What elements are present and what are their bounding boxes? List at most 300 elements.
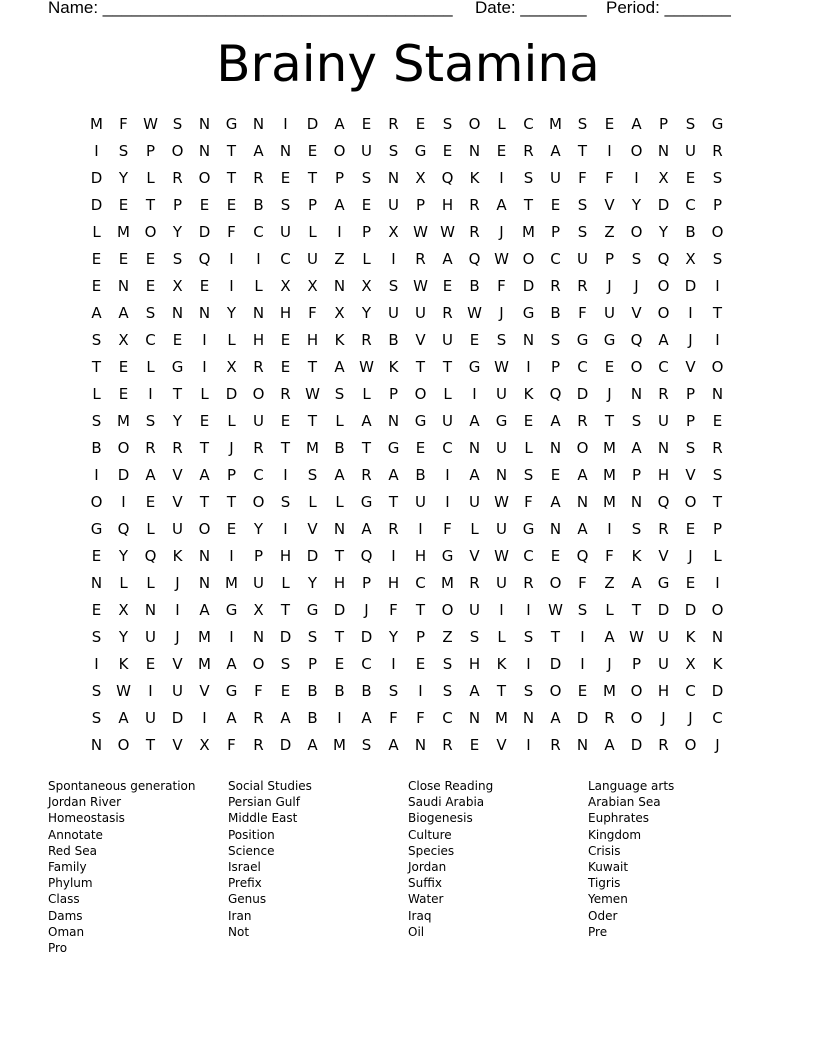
grid-cell[interactable]: X bbox=[118, 601, 129, 619]
grid-cell[interactable]: I bbox=[445, 466, 450, 484]
grid-cell[interactable]: G bbox=[414, 142, 427, 160]
grid-cell[interactable]: L bbox=[92, 385, 101, 403]
grid-cell[interactable]: V bbox=[496, 736, 507, 754]
grid-cell[interactable]: T bbox=[199, 493, 210, 511]
grid-cell[interactable]: X bbox=[307, 277, 318, 295]
grid-cell[interactable]: P bbox=[685, 412, 696, 430]
grid-cell[interactable]: D bbox=[90, 169, 103, 187]
grid-cell[interactable]: T bbox=[307, 169, 318, 187]
grid-cell[interactable]: P bbox=[361, 223, 372, 241]
grid-cell[interactable]: I bbox=[337, 223, 342, 241]
grid-cell[interactable]: T bbox=[496, 682, 507, 700]
grid-cell[interactable]: O bbox=[144, 223, 157, 241]
grid-cell[interactable]: C bbox=[253, 466, 264, 484]
grid-cell[interactable]: E bbox=[226, 196, 237, 214]
grid-cell[interactable]: V bbox=[415, 331, 426, 349]
grid-cell[interactable]: A bbox=[226, 655, 237, 673]
grid-cell[interactable]: D bbox=[117, 466, 130, 484]
grid-cell[interactable]: P bbox=[172, 196, 183, 214]
grid-cell[interactable]: U bbox=[496, 385, 507, 403]
grid-cell[interactable]: F bbox=[443, 520, 452, 538]
grid-cell[interactable]: K bbox=[469, 169, 480, 187]
grid-cell[interactable]: B bbox=[307, 682, 318, 700]
grid-cell[interactable]: E bbox=[442, 142, 453, 160]
grid-cell[interactable]: O bbox=[117, 736, 130, 754]
grid-cell[interactable]: U bbox=[496, 520, 507, 538]
grid-cell[interactable]: O bbox=[630, 223, 643, 241]
grid-cell[interactable]: S bbox=[361, 736, 372, 754]
grid-cell[interactable]: I bbox=[202, 331, 207, 349]
grid-cell[interactable]: S bbox=[631, 520, 642, 538]
grid-cell[interactable]: E bbox=[145, 250, 156, 268]
grid-cell[interactable]: E bbox=[712, 412, 723, 430]
grid-cell[interactable]: C bbox=[658, 358, 669, 376]
grid-cell[interactable]: C bbox=[523, 115, 534, 133]
grid-cell[interactable]: S bbox=[712, 250, 723, 268]
grid-cell[interactable]: K bbox=[685, 628, 696, 646]
grid-cell[interactable]: A bbox=[307, 736, 318, 754]
grid-cell[interactable]: G bbox=[225, 601, 238, 619]
grid-cell[interactable]: A bbox=[361, 709, 372, 727]
grid-cell[interactable]: U bbox=[469, 493, 480, 511]
grid-cell[interactable]: A bbox=[604, 628, 615, 646]
grid-cell[interactable]: E bbox=[145, 277, 156, 295]
grid-cell[interactable]: E bbox=[361, 196, 372, 214]
grid-cell[interactable]: U bbox=[550, 169, 561, 187]
grid-cell[interactable]: E bbox=[496, 142, 507, 160]
grid-cell[interactable]: P bbox=[226, 466, 237, 484]
grid-cell[interactable]: S bbox=[685, 439, 696, 457]
grid-cell[interactable]: T bbox=[307, 412, 318, 430]
grid-cell[interactable]: N bbox=[468, 709, 481, 727]
grid-cell[interactable]: R bbox=[523, 574, 534, 592]
grid-cell[interactable]: M bbox=[198, 655, 211, 673]
grid-cell[interactable]: I bbox=[94, 655, 99, 673]
grid-cell[interactable]: I bbox=[499, 169, 504, 187]
grid-cell[interactable]: O bbox=[630, 142, 643, 160]
grid-cell[interactable]: D bbox=[171, 709, 184, 727]
grid-cell[interactable]: T bbox=[604, 412, 615, 430]
grid-cell[interactable]: K bbox=[172, 547, 183, 565]
grid-cell[interactable]: R bbox=[712, 142, 723, 160]
grid-cell[interactable]: A bbox=[388, 466, 399, 484]
grid-cell[interactable]: O bbox=[684, 736, 697, 754]
grid-cell[interactable]: K bbox=[523, 385, 534, 403]
grid-cell[interactable]: Q bbox=[549, 385, 562, 403]
grid-cell[interactable]: C bbox=[577, 358, 588, 376]
grid-cell[interactable]: D bbox=[306, 547, 319, 565]
grid-cell[interactable]: M bbox=[603, 493, 616, 511]
grid-cell[interactable]: R bbox=[523, 142, 534, 160]
grid-cell[interactable]: M bbox=[117, 223, 130, 241]
grid-cell[interactable]: W bbox=[494, 547, 509, 565]
grid-cell[interactable]: V bbox=[469, 547, 480, 565]
grid-cell[interactable]: O bbox=[414, 385, 427, 403]
grid-cell[interactable]: I bbox=[256, 250, 261, 268]
grid-cell[interactable]: W bbox=[629, 628, 644, 646]
grid-cell[interactable]: R bbox=[658, 385, 669, 403]
grid-cell[interactable]: U bbox=[442, 412, 453, 430]
grid-cell[interactable]: L bbox=[362, 385, 371, 403]
grid-cell[interactable]: N bbox=[522, 331, 535, 349]
grid-cell[interactable]: A bbox=[118, 304, 129, 322]
grid-cell[interactable]: N bbox=[387, 169, 400, 187]
grid-cell[interactable]: E bbox=[118, 196, 129, 214]
grid-cell[interactable]: P bbox=[415, 196, 426, 214]
grid-cell[interactable]: P bbox=[631, 466, 642, 484]
grid-cell[interactable]: W bbox=[359, 358, 374, 376]
grid-cell[interactable]: J bbox=[661, 709, 666, 727]
grid-cell[interactable]: U bbox=[415, 304, 426, 322]
grid-cell[interactable]: P bbox=[334, 169, 345, 187]
grid-cell[interactable]: S bbox=[145, 412, 156, 430]
grid-cell[interactable]: O bbox=[549, 682, 562, 700]
grid-cell[interactable]: T bbox=[523, 196, 534, 214]
grid-cell[interactable]: R bbox=[253, 169, 264, 187]
grid-cell[interactable]: H bbox=[333, 574, 346, 592]
grid-cell[interactable]: J bbox=[715, 736, 720, 754]
grid-cell[interactable]: P bbox=[361, 574, 372, 592]
grid-cell[interactable]: N bbox=[252, 115, 265, 133]
grid-cell[interactable]: X bbox=[226, 358, 237, 376]
grid-cell[interactable]: R bbox=[604, 709, 615, 727]
grid-cell[interactable]: U bbox=[361, 142, 372, 160]
grid-cell[interactable]: S bbox=[91, 682, 102, 700]
grid-cell[interactable]: P bbox=[658, 115, 669, 133]
grid-cell[interactable]: T bbox=[577, 142, 588, 160]
grid-cell[interactable]: T bbox=[307, 358, 318, 376]
grid-cell[interactable]: E bbox=[280, 331, 291, 349]
grid-cell[interactable]: Y bbox=[631, 196, 642, 214]
grid-cell[interactable]: E bbox=[577, 682, 588, 700]
grid-cell[interactable]: B bbox=[334, 682, 345, 700]
grid-cell[interactable]: R bbox=[415, 250, 426, 268]
grid-cell[interactable]: T bbox=[442, 358, 453, 376]
grid-cell[interactable]: I bbox=[580, 628, 585, 646]
grid-cell[interactable]: A bbox=[442, 250, 453, 268]
grid-cell[interactable]: T bbox=[145, 196, 156, 214]
grid-cell[interactable]: O bbox=[630, 709, 643, 727]
grid-cell[interactable]: R bbox=[145, 439, 156, 457]
grid-cell[interactable]: J bbox=[175, 628, 180, 646]
grid-cell[interactable]: I bbox=[526, 655, 531, 673]
grid-cell[interactable]: N bbox=[90, 574, 103, 592]
grid-cell[interactable]: U bbox=[172, 520, 183, 538]
grid-cell[interactable]: P bbox=[550, 358, 561, 376]
grid-cell[interactable]: S bbox=[712, 466, 723, 484]
grid-cell[interactable]: G bbox=[441, 547, 454, 565]
grid-cell[interactable]: R bbox=[712, 439, 723, 457]
grid-cell[interactable]: E bbox=[145, 655, 156, 673]
grid-cell[interactable]: X bbox=[415, 169, 426, 187]
grid-cell[interactable]: L bbox=[308, 223, 317, 241]
grid-cell[interactable]: Y bbox=[118, 547, 129, 565]
grid-cell[interactable]: H bbox=[252, 331, 265, 349]
grid-cell[interactable]: P bbox=[550, 223, 561, 241]
grid-cell[interactable]: Y bbox=[226, 304, 237, 322]
grid-cell[interactable]: A bbox=[199, 601, 210, 619]
grid-cell[interactable]: O bbox=[630, 682, 643, 700]
grid-cell[interactable]: U bbox=[415, 493, 426, 511]
grid-cell[interactable]: D bbox=[333, 601, 346, 619]
grid-cell[interactable]: G bbox=[522, 304, 535, 322]
grid-cell[interactable]: T bbox=[388, 493, 399, 511]
grid-cell[interactable]: S bbox=[496, 331, 507, 349]
grid-cell[interactable]: N bbox=[549, 520, 562, 538]
grid-cell[interactable]: A bbox=[469, 412, 480, 430]
grid-cell[interactable]: P bbox=[712, 520, 723, 538]
grid-cell[interactable]: C bbox=[442, 439, 453, 457]
grid-cell[interactable]: N bbox=[630, 385, 643, 403]
grid-cell[interactable]: M bbox=[603, 682, 616, 700]
grid-cell[interactable]: A bbox=[631, 574, 642, 592]
grid-cell[interactable]: D bbox=[198, 223, 211, 241]
grid-cell[interactable]: O bbox=[576, 439, 589, 457]
grid-cell[interactable]: E bbox=[604, 115, 615, 133]
grid-cell[interactable]: O bbox=[333, 142, 346, 160]
grid-cell[interactable]: B bbox=[550, 304, 561, 322]
grid-cell[interactable]: A bbox=[226, 709, 237, 727]
grid-cell[interactable]: E bbox=[118, 250, 129, 268]
grid-cell[interactable]: N bbox=[333, 520, 346, 538]
grid-cell[interactable]: E bbox=[118, 385, 129, 403]
grid-cell[interactable]: G bbox=[468, 358, 481, 376]
grid-cell[interactable]: I bbox=[283, 520, 288, 538]
grid-cell[interactable]: U bbox=[388, 304, 399, 322]
grid-cell[interactable]: N bbox=[198, 142, 211, 160]
grid-cell[interactable]: I bbox=[391, 655, 396, 673]
grid-cell[interactable]: S bbox=[91, 628, 102, 646]
grid-cell[interactable]: R bbox=[361, 331, 372, 349]
grid-cell[interactable]: U bbox=[685, 142, 696, 160]
grid-cell[interactable]: A bbox=[334, 358, 345, 376]
grid-cell[interactable]: S bbox=[577, 223, 588, 241]
grid-cell[interactable]: I bbox=[499, 601, 504, 619]
grid-cell[interactable]: A bbox=[577, 466, 588, 484]
grid-cell[interactable]: L bbox=[497, 115, 506, 133]
grid-cell[interactable]: B bbox=[415, 466, 426, 484]
grid-cell[interactable]: P bbox=[415, 628, 426, 646]
grid-cell[interactable]: C bbox=[685, 196, 696, 214]
grid-cell[interactable]: W bbox=[548, 601, 563, 619]
grid-cell[interactable]: E bbox=[91, 601, 102, 619]
grid-cell[interactable]: S bbox=[145, 304, 156, 322]
grid-cell[interactable]: V bbox=[685, 358, 696, 376]
grid-cell[interactable]: S bbox=[280, 655, 291, 673]
grid-cell[interactable]: Z bbox=[604, 574, 615, 592]
grid-cell[interactable]: I bbox=[229, 547, 234, 565]
grid-cell[interactable]: Y bbox=[172, 223, 183, 241]
grid-cell[interactable]: T bbox=[550, 628, 561, 646]
grid-cell[interactable]: X bbox=[118, 331, 129, 349]
grid-cell[interactable]: E bbox=[685, 169, 696, 187]
grid-cell[interactable]: F bbox=[605, 547, 614, 565]
grid-cell[interactable]: G bbox=[306, 601, 319, 619]
grid-cell[interactable]: X bbox=[253, 601, 264, 619]
grid-cell[interactable]: L bbox=[497, 628, 506, 646]
grid-cell[interactable]: U bbox=[307, 250, 318, 268]
grid-cell[interactable]: J bbox=[634, 277, 639, 295]
grid-cell[interactable]: G bbox=[225, 115, 238, 133]
grid-cell[interactable]: Q bbox=[117, 520, 130, 538]
grid-cell[interactable]: T bbox=[172, 385, 183, 403]
grid-cell[interactable]: V bbox=[172, 655, 183, 673]
grid-cell[interactable]: A bbox=[550, 142, 561, 160]
grid-cell[interactable]: O bbox=[198, 169, 211, 187]
grid-cell[interactable]: I bbox=[229, 250, 234, 268]
grid-cell[interactable]: J bbox=[688, 547, 693, 565]
grid-cell[interactable]: U bbox=[388, 196, 399, 214]
grid-cell[interactable]: E bbox=[442, 277, 453, 295]
grid-cell[interactable]: E bbox=[550, 547, 561, 565]
grid-cell[interactable]: A bbox=[631, 439, 642, 457]
grid-cell[interactable]: D bbox=[549, 655, 562, 673]
grid-cell[interactable]: S bbox=[577, 115, 588, 133]
grid-cell[interactable]: N bbox=[144, 601, 157, 619]
grid-cell[interactable]: J bbox=[499, 223, 504, 241]
grid-cell[interactable]: B bbox=[388, 331, 399, 349]
grid-cell[interactable]: S bbox=[172, 115, 183, 133]
grid-cell[interactable]: W bbox=[494, 358, 509, 376]
grid-cell[interactable]: N bbox=[495, 466, 508, 484]
grid-cell[interactable]: I bbox=[472, 385, 477, 403]
grid-cell[interactable]: F bbox=[524, 493, 533, 511]
grid-cell[interactable]: W bbox=[413, 277, 428, 295]
grid-cell[interactable]: G bbox=[225, 682, 238, 700]
grid-cell[interactable]: X bbox=[685, 250, 696, 268]
grid-cell[interactable]: I bbox=[607, 142, 612, 160]
grid-cell[interactable]: C bbox=[280, 250, 291, 268]
grid-cell[interactable]: E bbox=[145, 493, 156, 511]
grid-cell[interactable]: N bbox=[198, 304, 211, 322]
grid-cell[interactable]: L bbox=[146, 169, 155, 187]
grid-cell[interactable]: D bbox=[225, 385, 238, 403]
grid-cell[interactable]: C bbox=[442, 709, 453, 727]
grid-cell[interactable]: C bbox=[415, 574, 426, 592]
grid-cell[interactable]: I bbox=[283, 466, 288, 484]
grid-cell[interactable]: A bbox=[658, 331, 669, 349]
grid-cell[interactable]: P bbox=[712, 196, 723, 214]
grid-cell[interactable]: R bbox=[550, 277, 561, 295]
grid-cell[interactable]: E bbox=[172, 331, 183, 349]
grid-cell[interactable]: W bbox=[440, 223, 455, 241]
grid-cell[interactable]: D bbox=[576, 709, 589, 727]
grid-cell[interactable]: U bbox=[442, 331, 453, 349]
grid-cell[interactable]: F bbox=[578, 169, 587, 187]
date-field[interactable]: Date: _______ bbox=[475, 0, 587, 17]
grid-cell[interactable]: S bbox=[118, 142, 129, 160]
grid-cell[interactable]: T bbox=[712, 304, 723, 322]
grid-cell[interactable]: R bbox=[469, 574, 480, 592]
grid-cell[interactable]: U bbox=[604, 304, 615, 322]
grid-cell[interactable]: I bbox=[94, 466, 99, 484]
grid-cell[interactable]: I bbox=[121, 493, 126, 511]
grid-cell[interactable]: E bbox=[415, 439, 426, 457]
grid-cell[interactable]: D bbox=[360, 628, 373, 646]
grid-cell[interactable]: C bbox=[685, 682, 696, 700]
grid-cell[interactable]: I bbox=[148, 385, 153, 403]
grid-cell[interactable]: R bbox=[658, 520, 669, 538]
grid-cell[interactable]: E bbox=[91, 277, 102, 295]
grid-cell[interactable]: I bbox=[607, 520, 612, 538]
grid-cell[interactable]: D bbox=[279, 736, 292, 754]
grid-cell[interactable]: Y bbox=[388, 628, 399, 646]
grid-cell[interactable]: B bbox=[361, 682, 372, 700]
grid-cell[interactable]: Q bbox=[630, 331, 643, 349]
grid-cell[interactable]: O bbox=[441, 601, 454, 619]
grid-cell[interactable]: O bbox=[549, 574, 562, 592]
grid-cell[interactable]: L bbox=[308, 493, 317, 511]
grid-cell[interactable]: V bbox=[172, 493, 183, 511]
grid-cell[interactable]: F bbox=[389, 601, 398, 619]
grid-cell[interactable]: S bbox=[172, 250, 183, 268]
grid-cell[interactable]: D bbox=[576, 385, 589, 403]
grid-cell[interactable]: A bbox=[334, 466, 345, 484]
grid-cell[interactable]: T bbox=[415, 358, 426, 376]
grid-cell[interactable]: I bbox=[229, 277, 234, 295]
grid-cell[interactable]: D bbox=[630, 736, 643, 754]
grid-cell[interactable]: L bbox=[227, 331, 236, 349]
grid-cell[interactable]: M bbox=[549, 115, 562, 133]
grid-cell[interactable]: A bbox=[496, 196, 507, 214]
grid-cell[interactable]: M bbox=[603, 466, 616, 484]
grid-cell[interactable]: H bbox=[414, 547, 427, 565]
grid-cell[interactable]: F bbox=[254, 682, 263, 700]
grid-cell[interactable]: T bbox=[361, 439, 372, 457]
grid-cell[interactable]: U bbox=[658, 655, 669, 673]
grid-cell[interactable]: M bbox=[522, 223, 535, 241]
grid-cell[interactable]: A bbox=[469, 466, 480, 484]
grid-cell[interactable]: L bbox=[200, 385, 209, 403]
grid-cell[interactable]: W bbox=[467, 304, 482, 322]
grid-cell[interactable]: S bbox=[280, 493, 291, 511]
grid-cell[interactable]: S bbox=[523, 628, 534, 646]
grid-cell[interactable]: M bbox=[90, 115, 103, 133]
grid-cell[interactable]: J bbox=[229, 439, 234, 457]
grid-cell[interactable]: F bbox=[416, 709, 425, 727]
grid-cell[interactable]: E bbox=[361, 115, 372, 133]
grid-cell[interactable]: L bbox=[335, 493, 344, 511]
grid-cell[interactable]: D bbox=[711, 682, 724, 700]
grid-cell[interactable]: T bbox=[91, 358, 102, 376]
grid-cell[interactable]: C bbox=[712, 709, 723, 727]
grid-cell[interactable]: H bbox=[441, 196, 454, 214]
grid-cell[interactable]: E bbox=[523, 412, 534, 430]
grid-cell[interactable]: E bbox=[334, 655, 345, 673]
grid-cell[interactable]: B bbox=[469, 277, 480, 295]
grid-cell[interactable]: N bbox=[279, 142, 292, 160]
grid-cell[interactable]: R bbox=[172, 169, 183, 187]
grid-cell[interactable]: E bbox=[280, 169, 291, 187]
grid-cell[interactable]: S bbox=[523, 682, 534, 700]
grid-cell[interactable]: N bbox=[198, 547, 211, 565]
grid-cell[interactable]: H bbox=[306, 331, 319, 349]
grid-cell[interactable]: S bbox=[388, 142, 399, 160]
grid-cell[interactable]: G bbox=[495, 412, 508, 430]
grid-cell[interactable]: N bbox=[387, 412, 400, 430]
grid-cell[interactable]: L bbox=[254, 277, 263, 295]
grid-cell[interactable]: N bbox=[576, 493, 589, 511]
grid-cell[interactable]: E bbox=[199, 277, 210, 295]
grid-cell[interactable]: N bbox=[252, 304, 265, 322]
grid-cell[interactable]: N bbox=[90, 736, 103, 754]
grid-cell[interactable]: H bbox=[468, 655, 481, 673]
grid-cell[interactable]: J bbox=[607, 655, 612, 673]
grid-cell[interactable]: S bbox=[307, 466, 318, 484]
name-field[interactable]: Name: _____________________________________ bbox=[48, 0, 453, 17]
grid-cell[interactable]: V bbox=[172, 736, 183, 754]
grid-cell[interactable]: P bbox=[685, 385, 696, 403]
